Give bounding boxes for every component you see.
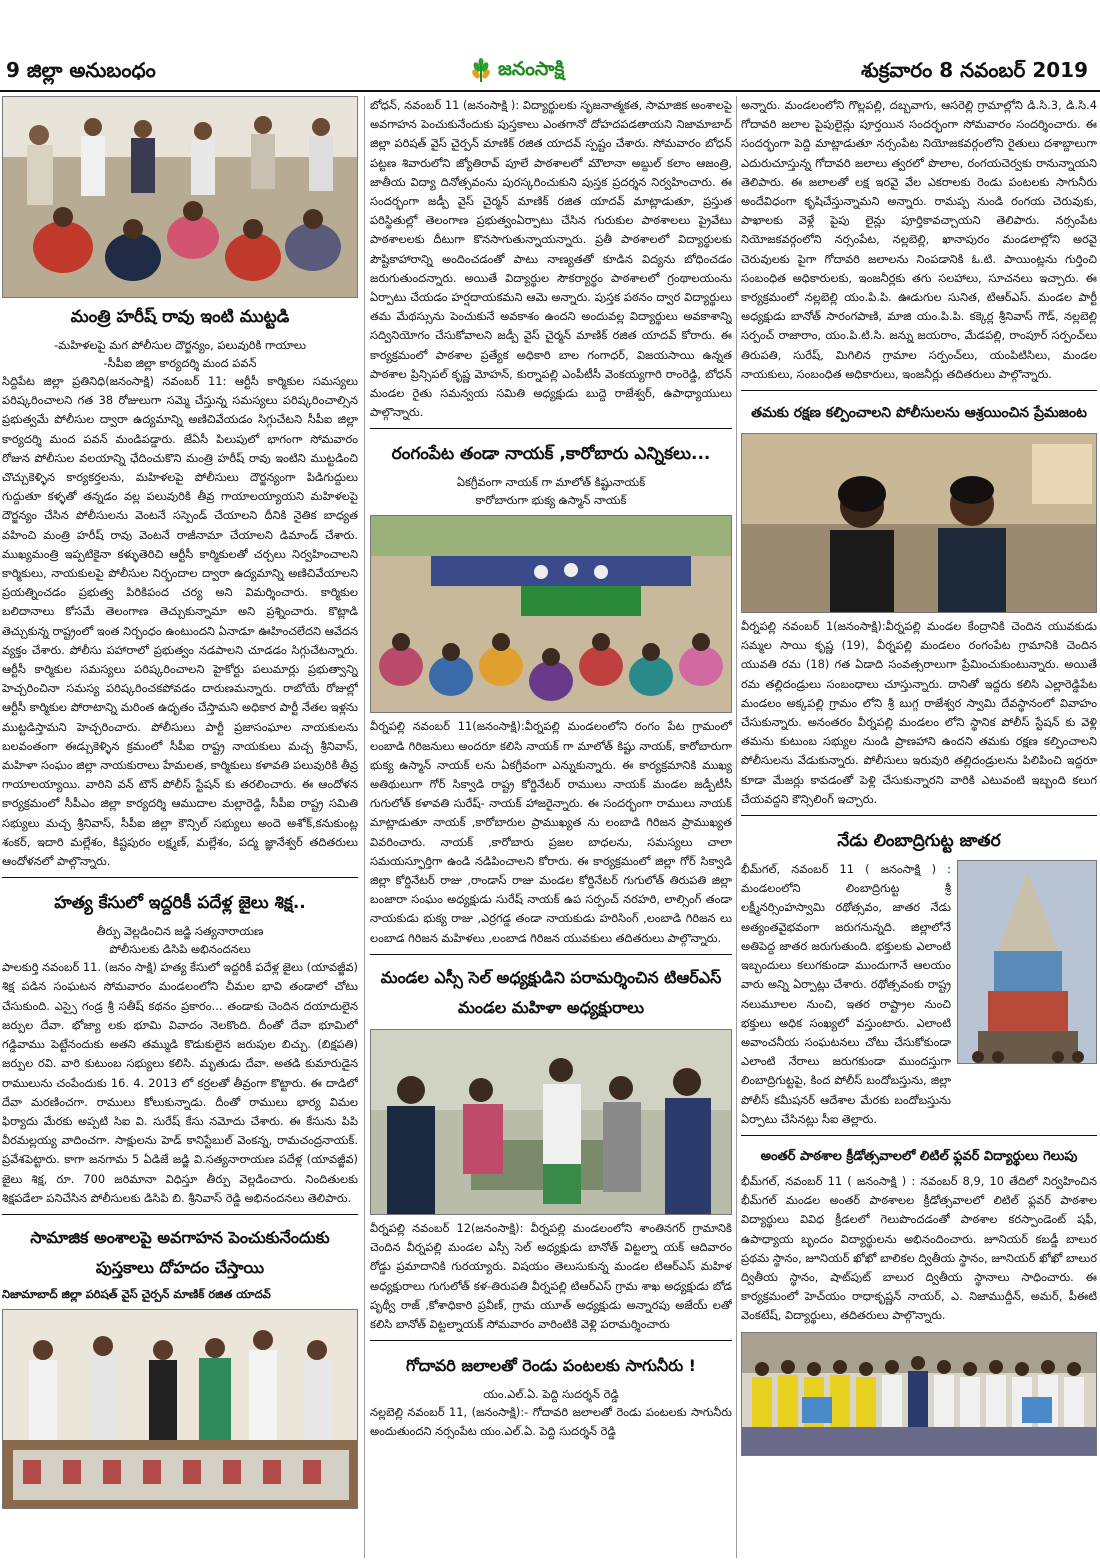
story-headline: సామాజిక అంశాలపై అవగాహన పెంచుకునేందుకు xyxy=(30,1227,330,1247)
story-headline: హత్య కేసులో ఇద్దరికీ పదేళ్ల జైలు శిక్ష.. xyxy=(54,893,306,914)
issue-date: శుక్రవారం 8 నవంబర్ 2019 xyxy=(860,58,1088,82)
protest-photo xyxy=(2,96,358,298)
story-body: భీమ్‌గల్, నవంబర్ 11 ( జనంసాక్షి ) : మండలంలోని లింబాద్రిగుట్ట శ్రీ లక్ష్మీనర్సింహస్వామి రథోత్సవం, జాతర నేడు అత్యంతవైభవంగా జరుగనున్నది. జిల్లాలోనే అతిపెద్ద జాతర జరుగుతుంది. భక్తులకు ఎలాంటి ఇబ్బందులు కలుగకుండా ముందుగానే ఆలయం వారు అన్ని ఏర్పాట్లు చేశారు. రథోత్సవంకు రాష్ట్ర నలుమూలల నుంచి, ఇతర రాష్ట్రాల నుంచి భక్తులు అధిక సంఖ్యలో వస్తుంటారు. ఎలాంటి అవాంచనీయ సంఘటనలు చోటు చేసుకోకుండా ఎలాంటి నేరాలు జరుగకుండా ముందస్తుగా లింబాద్రిగుట్టపై, కింద పోలీస్ బందోబస్తును, జిల్లా పోలీస్ కమీషనర్ ఆదేశాల మేరకు బందోబస్తును ఏర్పాటు చేసినట్లు సీఐ తెల్లారు. xyxy=(741,862,951,1126)
story-body: వీర్నపల్లి నవంబర్ 1(జనంసాక్షి):వీర్నపల్లి మండల కేంద్రానికి చెందిన యువకుడు సమ్మల సాయి కృష్ణ (19), వీర్నపల్లి మండలం రంగంపేట గ్రామానికి చెందిన యువతి రమ (18) గత ఏడాది సంవత్సరాలుగా ప్రేమించుకుంటున్నారు. అయితే రమ తల్లిదండ్రులు సంబంధాలు చూస్తున్నారు. దానితో ఇద్దరు కలిసి ఎల్లారెడ్డిపేట మండలం అక్కపల్లి గ్రామం లోని శ్రీ బుగ్గ రాజేశ్వర స్వామి దేవస్థానంలో వివాహం చేసుకున్నారు. అనంతరం వీర్నపల్లి మండలం లోని స్థానిక పోలీస్ స్టేషన్ కు వెళ్లి తమను కుటుంబ సభ్యుల నుండి ప్రాణహాని ఉందని తమకు రక్షణ కల్పించాలని పోలీసులను వేడుకున్నారు. పోలీసులు ఇరువురి తల్లిదండ్రులను పిలిపించి ఇద్దరూ కూడా మేజర్లు కావడంతో పెళ్లి చేసుకున్నారని వారికి ఎటువంటి ఇబ్బంది కలుగ చేయవద్దని కౌన్సిలింగ్ ఇచ్చారు. xyxy=(741,619,1097,806)
story-subheading: కారోబారుగా భుక్య ఉస్మాన్ నాయక్ xyxy=(475,493,627,508)
story-headline: మండల మహిళా అధ్యక్షురాలు xyxy=(457,997,645,1017)
story-body: అన్నారు. మండలంలోని గొల్లపల్లి, దబ్బవాగు, ఆసరెల్లి గ్రామాల్లోని డి.సి.3, డి.సి.4 గోదావరి జలాల పైపులైన్లు పూర్తయిన సందర్భంగా సోమవారం సందర్శించారు. ఈ సందర్భంగా పెద్ది మాట్లాడుతూ నర్సంపేట నియోజకవర్గంలోని రైతులు దశాబ్దాలుగా ఎదురుచూస్తున్న గోదావరి జలాలు త్వరలో పొలాల, రంగయచెర్వకు రానున్నాయని తెలిపారు. ఈ జలాలతో లక్ష ఇరవై వేల ఎకరాలకు రెండు పంటలకు సాగునీరు అందేవిధంగా కృషిచేస్తున్నామని అన్నారు. రామప్ప నుండి రంగయ చెరువుకు, పాఖాలకు వెళ్లే పైపు లైన్లు పూర్తికావచ్చాయని తెలిపారు. నర్సంపేట నియోజకవర్గంలోని నర్సంపేట, నల్లబెల్లి, ఖానాపురం మండలాల్లోని అరవై చెరువులకు పైగా గోదావరి జలాలను నింపడానికి ఓ.టి. పాయింట్లను గుర్తించి సంబంధిత అధికారులకు, ఇంజనీర్లకు తగు సలహాలు, సూచనలు ఇచ్చారు. ఈ కార్యక్రమంలో నల్లబెల్లి యం.పి.పి. ఊడుగుల సునిత, టిఆర్ఎస్. మండల పార్టీ అధ్యక్షుడు బానోత్ సారంగపాణి, మాజి యం.పి.పి. కక్కెర్ల శ్రీనివాస్ గౌడ్, నల్లబెల్లి సర్పంచ్ రాజారాం, యం.పి.టి.సి. జన్ను జయరాం, మేడపల్లి, రాంపూర్ సర్పంచ్‌లు తిరుపతి, సురేష్, మిగిలిన గ్రామాల సర్పంచ్‌లు, యంపిటిసిలు, మండల నాయకులు, సంబంధిత అధికారులు, ఇంజనీర్లు తదితరులు పాల్గొన్నారు. xyxy=(741,98,1097,381)
couple-photo xyxy=(741,433,1097,613)
story-headline: అంతర్ పాఠశాల క్రీడోత్సవాలలో లిటిల్ ఫ్లవర్ విద్యార్థులు గెలుపు xyxy=(760,1148,1078,1164)
story-separator xyxy=(2,1214,358,1215)
story-body: వీర్నపల్లి నవంబర్ 12(జనంసాక్షి): వీర్నపల్లి మండలంలోని శాంతినగర్ గ్రామానికి చెందిన వీర్నపల్లి మండల ఎస్సీ సెల్ అధ్యక్షుడు బానోత్ విట్టల్నా యక్ ఆదివారం రోడ్డు ప్రమాదానికి గురయ్యారు. విషయం తెలుసుకున్న మండల టిఆర్ఎస్ మహిళ అధ్యక్షురాలు గుగులోత్ కళ-తిరుపతి వీర్నపల్లి టిఆర్ఎస్ గ్రామ శాఖ అధ్యక్షుడు బోడ పృథ్వీ రాజ్ ,కోశాధికారి ప్రవీణ్, గ్రామ యూత్ అధ్యక్షుడు అన్నారపు అజేయ్ లతో కలిసి బానోత్ విట్టల్నాయక్ సోమవారం వారింటికి వెళ్లి పరామర్శించారు xyxy=(370,1220,732,1331)
story-separator xyxy=(370,1340,732,1341)
story-body: వీర్నపల్లి నవంబర్ 11(జనంసాక్షి):వీర్నపల్లి మండలంలోని రంగం పేట గ్రామంలో లంబాడి గిరిజనులు అందరూ కలిసి నాయక్ గా మాలోత్ కిష్టు నాయక్, కారోబారుగా భుక్య ఉస్మాన్ నాయక్ లను ఏకగ్రీవంగా ఎన్నుకున్నారు. ఈ కార్యక్రమానికి ముఖ్య అతిథులుగా గోర్ సిక్వాడి రాష్ట్ర కోర్డినేటర్ రాములు నాయక్ మండల జడ్పీటీసీ గుగులోత్ కళావతి సురేష్- నాయక్ హాజరైన్నారు. ఈ సందర్భంగా రాములు నాయక్ మాట్లాడుతూ నాయక్ ,కారోబారుల ప్రాముఖ్యత ను లంబాడి గిరిజన ప్రాముఖ్యత వివరించారు. నాయక్ ,కారోబారు ప్రజల బాధలను, సమస్యలు చాలా సమయస్ఫూర్తిగా ఉండి నడిపించాలని కోరారు. ఈ కార్యక్రమంలో జిల్లా గోర్ సిక్వాడి జిల్లా కోర్డినేటర్ రాజు ,రాండాస్ రాజు మండల కోర్డినేటర్ గుగులోత్ తిరుపతి జిల్లా బంజారా సంఘం అధ్యక్షుడు సురేష్ నాయక్ ఉప సర్పంచ్ నరహరి, లాల్సింగ్ తండా నాయకుడు భుక్య రాజు ,ఎర్రగడ్డ తండా నాయకుడు హరిసింగ్ ,లంబాడి గిరిజన లు లంబాడ గిరిజన మహిళలు ,లంబాడ గిరిజన యువకులు తదితరులు పాల్గొన్నారు. xyxy=(370,719,732,945)
story-subheading: -మహిళలపై మగ పోలీసుల దౌర్జన్యం, పలువురికి గాయాలు xyxy=(54,338,306,352)
story-headline: మంత్రి హరీష్ రావు ఇంటి ముట్టడి xyxy=(70,307,290,327)
story-body: పాలకుర్తి నవంబర్ 11. (జనం సాక్షి) హత్య కేసులో ఇద్దరికీ పదేళ్ల జైలు (యావజ్జీవ) శిక్ష పడిన సంఘటన సోమవారం మండలంలోని చీమల భావి తండాలో చోటు చేసుకుంది. ఎస్సై గండ్ర శ్రీ సతీష్ కథనం ప్రకారం... తండాకు చెందిన దయాదులైన జర్పుల దేవా. భోజ్యా లకు భూమి వివాదం నెలకొంది. దీంతో దేవా భూమిలో గడ్డివాము పెట్టేనందుకు అతని తమ్ముడి కొడుకులైన జరుపుల బిచ్చు. (బిక్షపతి) జర్పుల రవి. వారి కుటుంబ సభ్యులు కలిసి. మృతుడు దేవా. అతడి కుమారుడైన రాములును చంపేందుకు 16. 4. 2013 లో కర్రలతో తీవ్రంగా కొట్టారు. ఈ దాడిలో దేవా మరణించగా. రాములు కోలుకున్నాడు. దీంతో రాములు భార్య విమల ఫిర్యాదు మేరకు అప్పటి సిఐ వి. సురేష్ కేసు నమోదు చేశారు. ఈ కేసును పిపి వీరమల్లయ్య వాదించగా. సాక్షులను హెడ్ కానిస్టేబుల్ వెంకన్న, రామచంద్రనాయక్. ప్రవేశపెట్టారు. కాగా జనగామ 5 ఏడిజే జడ్జి వి.సత్యనారాయణ పదేళ్ల (యావజ్జీవ) జైలు శిక్ష, రూ. 700 జరిమానా విధిస్తూ తీర్పు వెల్లడించారు. నిందితులకు శిక్షపడేలా పనిచేసిన పోలీసులకు డిసిపి బి. శ్రీనివాస్ రెడ్డి అభినందనలు తెలిపారు. xyxy=(2,960,358,1205)
story-body: సిద్దిపేట జిల్లా ప్రతినిధి(జనంసాక్షి) నవంబర్ 11: ఆర్టీసీ కార్మికుల సమస్యలు పరిష్కరించాలని గత 38 రోజులుగా సమ్మె చేస్తున్న సమస్యలు పరిష్కరించాల్సిన ప్రభుత్వమే పోలీసుల ద్వారా ఉద్యమాన్ని అణిచివేయడం సిగ్గుచేటని సీపీఐ జిల్లా కార్యదర్శి మంద పవన్ మండిపడ్డారు. జేఏసీ పిలుపులో భాగంగా సోమవారం రోజున పోలీసుల వలయాన్ని ఛేదించుకొని మంత్రి హరీష్ రావు ఇంటిని ముట్టడించి చొచ్చుకెళ్ళిన కార్యకర్తలను, మహిళలపై పోలీసులు దౌర్జన్యంగా పిడిగుద్దులు గుద్దుతూ కళ్ళతో తన్నడం వల్ల పలువురికి తీవ్ర గాయాలయ్యాయని మహిళలపై దౌర్జన్యం చేసిన పోలీసులను వెంటనే సస్పెండ్ చేయాలని దీనికి నైతిక బాధ్యత వహించి మంత్రి హరీష్ రావు వెంటనే రాజీనామా చేయాలని డిమాండ్ చేశారు. ముఖ్యమంత్రి ఇప్పటికైనా కళ్ళుతెరిచి ఆర్టీసీ కార్మికులతో చర్చలు నిర్వహించాలని కార్మికులు, నాయకులపై పోలీసుల నిర్భందాల ద్వారా ఉద్యమాన్ని అణిచివేయాలని ప్రయత్నించడం ప్రభుత్వ పిరికిపంద చర్య అని విమర్శించారు. కార్మికుల బలిదానాలు కోసమే తెలంగాణ తెచ్చుకున్నామా అని ప్రశ్నించారు. కొట్లాడి తెచ్చుకున్న రాష్ట్రంలో ఇంత నిర్బంధం ఉంటుందని ఏనాడూ ఊహించలేదని ఆవేదన వ్యక్తం చేశారు. పోలీసు పహారాలో ప్రభుత్వం నడపాలని చూడడం సిగ్గుచేటన్నారు. ఆర్టీసీ కార్మికుల సమస్యలు పరిష్కరించాలని హైకోర్టు పలుమార్లు ప్రభుత్వాన్ని హెచ్చరించినా సమస్య పరిష్కరించకపోవడం దారుణమన్నారు. రాబోయే రోజుల్లో ఆర్టీసీ కార్మికుల పోరాటాన్ని మరింత ఉధృతం చేస్తామని అధికార పార్టీ నేతల ఇళ్లను ముట్టడిస్తామని హెచ్చరించారు. పోలీసులు పార్టీ ప్రజాసంఘాల నాయకులను బలవంతంగా ఈడ్చుకెళ్ళిన క్రమంలో సీపీఐ రాష్ట్ర నాయకులు మచ్చ శ్రీనివాస్, మహిళా సంఘం జిల్లా నాయకురాలు హేమలత, కార్మికులు కళావతి పలువురికి తీవ్ర గాయాలయ్యాయి. వారిని వన్ టౌన్ పోలీస్ స్టేషన్ కు తరలించారు. ఈ ఆందోళన కార్యక్రమంలో సీపీఎం జిల్లా కార్యదర్శి ఆముదాల మల్లారెడ్డి, సీపీఐ రాష్ట్ర సమితి సభ్యులు మచ్చ శ్రీనివాస్, సీపీఐ జిల్లా కౌన్సిల్ సభ్యులు అందె అశోక్,కనుకుంట్ల శంకర్, ఇదారి మల్లేశం, కిష్టపురం లక్ష్మణ్, మల్లేశం, పద్మ జ్ఞానేశ్వర్ తదితరులు ఆందోళనలో పాల్గొన్నారు. xyxy=(2,374,358,869)
story-body: బోధన్, నవంబర్ 11 (జనంసాక్షి ): విద్యార్థులకు సృజనాత్మకత, సామాజిక అంశాలపై అవగాహన పెంచుకునేందుకు పుస్తకాలు ఎంతగానో దోహదపడతాయని నిజామాబాద్ జిల్లా పరిషత్ వైస్ చైర్పన్ మాణిక్ రజిత యాదవ్ స్పష్టం చేశారు. సోమవారం బోధన్ పట్టణ శివారులోని జ్యోతిరావ్ పూలే పాఠశాలలో మౌలానా అబ్దుల్ కలాం ఆజంత్రి, జాతీయ విద్యా దినోత్సవంను పురస్కరించుకుని పుస్తక ప్రదర్శన నిర్వహించారు. ఈ సందర్భంగా జడ్పీ వైస్ చైర్మన్ మాణిక్ రజిత యాదవ్ మాట్లాడుతూ, ప్రస్తుత పరిస్థితుల్లో తెలంగాణ ప్రభుత్వంఏర్పాటు చేసిన గురుకుల పాఠశాలలు ప్రైవేటు పాఠశాలలకు దీటుగా కొనసాగుతున్నాయన్నారు. ప్రతీ పాఠశాలలో విద్యార్థులకు పౌష్టికాహారాన్ని అందించడంతో పాటు నాణ్యతతో కూడిన విద్యను బోధించడం జరుగుతుందన్నారు. అయితే విద్యార్థుల సౌకర్యార్థం పాఠశాలలో గ్రంథాలయంను ఏర్పాటు చేయడం హర్షదాయకమని ఆమె అన్నారు. పుస్తక పఠనం ద్వార విద్యార్థులు తమ మేథస్సును పెంచుకునే అవకాశం ఉందని అందువల్ల విద్యార్థులు అవకాశాన్ని సద్వినియోగం చేసుకోవాలని జడ్పీ వైస్ చైర్మన్ మాణిక్ రజిత యాదవ్ కోరారు. ఈ కార్యక్రమంలో పాఠశాల ప్రత్యేక అధికారి బాల గంగాధర్, విజయసాయి ఉన్నత పాఠశాల ప్రిన్సిపల్ కృష్ణ మోహన్, కుర్నాపల్లి ఎంపీటీసీ వెంకయ్యగారి రాంరెడ్డి, బోధన్ మండల రైతు సమన్వయ సమితి అధ్యక్షుడు బుద్దె రాజేశ్వర్, ఉపాధ్యాయులు పాల్గొన్నారు. xyxy=(370,98,732,420)
story-separator xyxy=(741,815,1097,816)
story-separator xyxy=(370,954,732,955)
story-separator xyxy=(370,428,732,429)
column-divider xyxy=(364,96,365,1558)
newspaper-logo xyxy=(468,56,628,86)
story-headline: రంగంపేట తండా నాయక్ ,కారోబారు ఎన్నికలు... xyxy=(391,444,711,465)
column-3 xyxy=(741,96,1097,1558)
story-with-photo xyxy=(741,860,1097,1129)
masthead xyxy=(0,0,1100,92)
temple-chariot-photo xyxy=(957,860,1097,1064)
masthead-rule xyxy=(0,90,1100,92)
story-separator xyxy=(2,877,358,878)
story-headline: మండల ఎస్సీ సెల్ అధ్యక్షుడిని పరామర్శించిన టిఆర్ఎస్ xyxy=(380,967,722,987)
story-headline: గోదావరి జలాలతో రెండు పంటలకు సాగునీరు ! xyxy=(406,1356,696,1376)
story-headline: తమకు రక్షణ కల్పించాలని పోలీసులను ఆశ్రయించిన ప్రేమజంట xyxy=(751,405,1087,422)
story-subheading: యం.ఎల్.ఏ. పెద్ది సుదర్శన్ రెడ్డి xyxy=(483,1387,619,1402)
story-subheading: -సీపీఐ జిల్లా కార్యదర్శి మంద పవన్ xyxy=(103,356,257,370)
column-2 xyxy=(370,96,732,1558)
page-label: 9 జిల్లా అనుబంధం xyxy=(6,58,156,82)
book-exhibition-photo xyxy=(2,1309,358,1509)
story-subheading: పోలీసులకు డిసిపి అభినందనలు xyxy=(109,942,251,957)
story-headline: పుస్తకాలు దోహదం చేస్తాయి xyxy=(95,1257,265,1277)
sports-students-photo xyxy=(741,1332,1097,1456)
story-separator xyxy=(741,1135,1097,1136)
story-byline: నిజామాబాద్ జిల్లా పరిషత్ వైస్ చైర్పన్ మాణిక్ రజిత యాదవ్ xyxy=(2,1286,271,1301)
column-divider xyxy=(736,96,737,1558)
wheat-logo-icon xyxy=(468,58,494,84)
village-meeting-photo xyxy=(370,515,732,713)
story-subheading: తీర్పు వెల్లడించిన జడ్జి సత్యనారాయణ xyxy=(96,924,264,939)
logo-text: జనంసాక్షి xyxy=(498,57,565,80)
story-subheading: ఏకగ్రీవంగా నాయక్ గా మాలోత్ కిష్టునాయక్ xyxy=(456,475,646,490)
column-1 xyxy=(2,96,358,1558)
story-body: భీమ్‌గల్, నవంబర్ 11 ( జనంసాక్షి ) : నవంబర్ 8,9, 10 తేదిలో నిర్వహించిన భీమ్‌గల్ మండల అంతర్ పాఠశాలల క్రీడోత్సవాలలో లిటిల్ ఫ్లవర్ పాఠశాల విద్యార్థులు వివిధ క్రీడలలో గెలుపొందడంతో పాఠశాల కరస్పాండెంట్ షఫీ, ఉపాధ్యాయ బృందం విద్యార్థులను అభినందించారు. జూనియర్ కబడ్డీ బాలుర ప్రథమ స్థానం, జూనియర్ ఖోఖో బాలికల ద్వితీయ స్థానం, జూనియర్ ఖోఖో బాలుర ద్వితీయ స్థానం, షాట్‌పుట్ బాలుర ద్వితీయ స్థానాలు సాధించారు. ఈ కార్యక్రమంలో హెచ్‌యం రాధాకృష్ణన్ నాయర్, ఎ. నిజాముద్దీన్, అమర్, పీఈటి వెంకటేష్, విద్యార్థులు, తదితరులు పాల్గొన్నారు. xyxy=(741,1173,1097,1323)
hospital-visit-photo xyxy=(370,1029,732,1215)
story-headline: నేడు లింబాద్రిగుట్ట జాతర xyxy=(837,831,1001,852)
story-separator xyxy=(741,390,1097,391)
story-body: నల్లబెల్లి నవంబర్ 11, (జనంసాక్షి):- గోదావరి జలాలతో రెండు పంటలకు సాగునీరు అందుతుందని నర్సంపేట యం.ఎల్.ఏ. పెద్ది సుదర్శన్ రెడ్డి xyxy=(370,1405,732,1439)
